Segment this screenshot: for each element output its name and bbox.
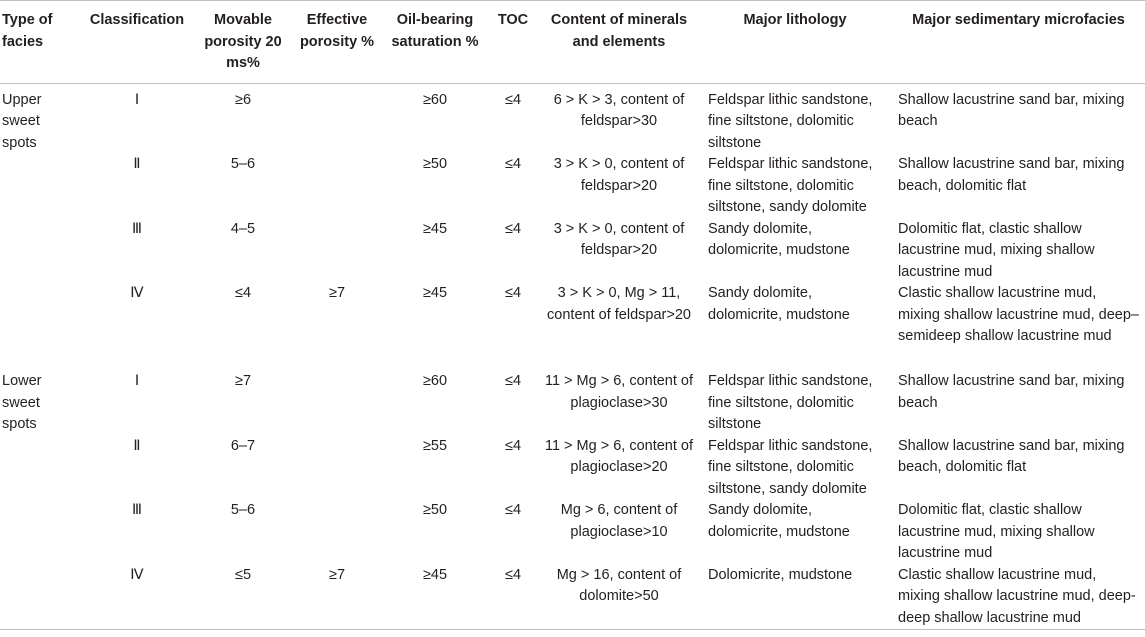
cell-toc: ≤4 [504, 220, 522, 237]
cell-toc: ≤4 [504, 566, 522, 583]
cell-microfacies: Clastic shallow lacustrine mud, mixing shallow lacustrine mud, deep- deep shallow lacustrine mud [898, 566, 1136, 626]
cell-type [0, 500, 78, 565]
table-row [0, 283, 1145, 369]
cell-effective-porosity [290, 83, 384, 154]
header-effective-porosity: Effective porosity % [299, 12, 375, 50]
cell-minerals: 3 > K > 0, Mg > 11, content of feldspar>20 [547, 285, 691, 323]
cell-oil-saturation: ≥50 [422, 502, 448, 518]
header-lithology: Major lithology [743, 12, 847, 28]
cell-lithology: Dolomicrite, mudstone [708, 566, 853, 583]
cell-effective-porosity: ≥7 [328, 566, 346, 583]
table-row [0, 219, 1145, 284]
cell-effective-porosity: ≥7 [328, 285, 346, 301]
cell-minerals: Mg > 6, content of plagioclase>10 [560, 502, 678, 540]
cell-toc: ≤4 [504, 502, 522, 518]
header-toc: TOC [497, 12, 529, 28]
cell-movable-porosity: 6–7 [230, 437, 256, 454]
cell-oil-saturation: ≥50 [422, 156, 448, 172]
cell-movable-porosity: ≤4 [234, 285, 252, 301]
cell-oil-saturation: ≥60 [422, 373, 448, 389]
cell-classification: Ⅰ [134, 91, 140, 108]
header-microfacies: Major sedimentary microfacies [912, 12, 1125, 28]
cell-lithology: Sandy dolomite, dolomicrite, mudstone [708, 220, 850, 258]
cell-minerals: 3 > K > 0, content of feldspar>20 [553, 220, 685, 258]
cell-minerals: Mg > 16, content of dolomite>50 [556, 566, 682, 604]
cell-toc: ≤4 [504, 285, 522, 301]
cell-microfacies: Shallow lacustrine sand bar, mixing beach, dolomitic flat [898, 437, 1125, 475]
cell-classification: Ⅲ [132, 220, 142, 237]
cell-oil-saturation: ≥45 [422, 566, 448, 583]
cell-minerals: 11 > Mg > 6, content of plagioclase>30 [544, 373, 694, 411]
cell-effective-porosity [290, 219, 384, 284]
header-row [0, 1, 1145, 84]
cell-classification: Ⅲ [132, 502, 142, 518]
cell-type [0, 219, 78, 284]
cell-toc: ≤4 [504, 91, 522, 108]
table-row [0, 83, 1145, 154]
cell-toc: ≤4 [504, 437, 522, 454]
cell-type: Lower sweet spots [2, 373, 42, 432]
cell-classification: Ⅳ [130, 566, 144, 583]
table-row [0, 369, 1145, 436]
header-movable-porosity: Movable porosity 20 ms% [204, 12, 282, 71]
cell-type [0, 283, 78, 369]
cell-microfacies: Shallow lacustrine sand bar, mixing beach [898, 91, 1125, 129]
header-minerals: Content of minerals and elements [550, 12, 688, 50]
cell-oil-saturation: ≥45 [422, 220, 448, 237]
cell-minerals: 11 > Mg > 6, content of plagioclase>20 [544, 437, 694, 475]
cell-classification: Ⅳ [130, 285, 144, 301]
cell-effective-porosity [290, 154, 384, 219]
cell-classification: Ⅱ [133, 156, 141, 172]
cell-movable-porosity: 4–5 [230, 220, 256, 237]
cell-lithology: Feldspar lithic sandstone, fine siltstone, dolomitic siltstone, sandy dolomite [708, 437, 873, 497]
cell-effective-porosity [290, 436, 384, 501]
header-type: Type of facies [2, 12, 53, 50]
cell-classification: Ⅱ [133, 437, 141, 454]
cell-toc: ≤4 [504, 373, 522, 389]
cell-microfacies: Dolomitic flat, clastic shallow lacustrine mud, mixing shallow lacustrine mud [898, 502, 1095, 561]
cell-minerals: 3 > K > 0, content of feldspar>20 [553, 156, 685, 194]
cell-minerals: 6 > K > 3, content of feldspar>30 [553, 91, 685, 129]
cell-movable-porosity: ≤5 [234, 566, 252, 583]
cell-lithology: Feldspar lithic sandstone, fine siltstone, dolomitic siltstone [708, 91, 873, 151]
header-classification: Classification [89, 12, 185, 28]
cell-toc: ≤4 [504, 156, 522, 172]
cell-lithology: Feldspar lithic sandstone, fine siltstone, dolomitic siltstone [708, 373, 873, 432]
cell-movable-porosity: ≥6 [234, 91, 252, 108]
cell-effective-porosity [290, 369, 384, 436]
table-row [0, 500, 1145, 565]
cell-classification: Ⅰ [134, 373, 140, 389]
table-row [0, 436, 1145, 501]
cell-lithology: Sandy dolomite, dolomicrite, mudstone [708, 285, 850, 323]
header-oil-saturation: Oil-bearing saturation % [391, 12, 479, 50]
cell-type: Upper sweet spots [2, 91, 42, 151]
cell-movable-porosity: ≥7 [234, 373, 252, 389]
cell-oil-saturation: ≥60 [422, 91, 448, 108]
table-row [0, 565, 1145, 630]
cell-microfacies: Shallow lacustrine sand bar, mixing beach [898, 373, 1125, 411]
cell-effective-porosity [290, 500, 384, 565]
cell-microfacies: Dolomitic flat, clastic shallow lacustrine mud, mixing shallow lacustrine mud [898, 220, 1095, 280]
cell-type [0, 565, 78, 630]
table-row [0, 154, 1145, 219]
cell-type [0, 154, 78, 219]
cell-movable-porosity: 5–6 [230, 502, 256, 518]
cell-type [0, 436, 78, 501]
cell-movable-porosity: 5–6 [230, 156, 256, 172]
cell-oil-saturation: ≥55 [422, 437, 448, 454]
cell-lithology: Sandy dolomite, dolomicrite, mudstone [708, 502, 850, 540]
cell-microfacies: Shallow lacustrine sand bar, mixing beach, dolomitic flat [898, 156, 1125, 194]
cell-microfacies: Clastic shallow lacustrine mud, mixing shallow lacustrine mud, deep–semideep shallow lacustrine mud [898, 285, 1139, 344]
cell-lithology: Feldspar lithic sandstone, fine siltstone, dolomitic siltstone, sandy dolomite [708, 156, 873, 215]
cell-oil-saturation: ≥45 [422, 285, 448, 301]
